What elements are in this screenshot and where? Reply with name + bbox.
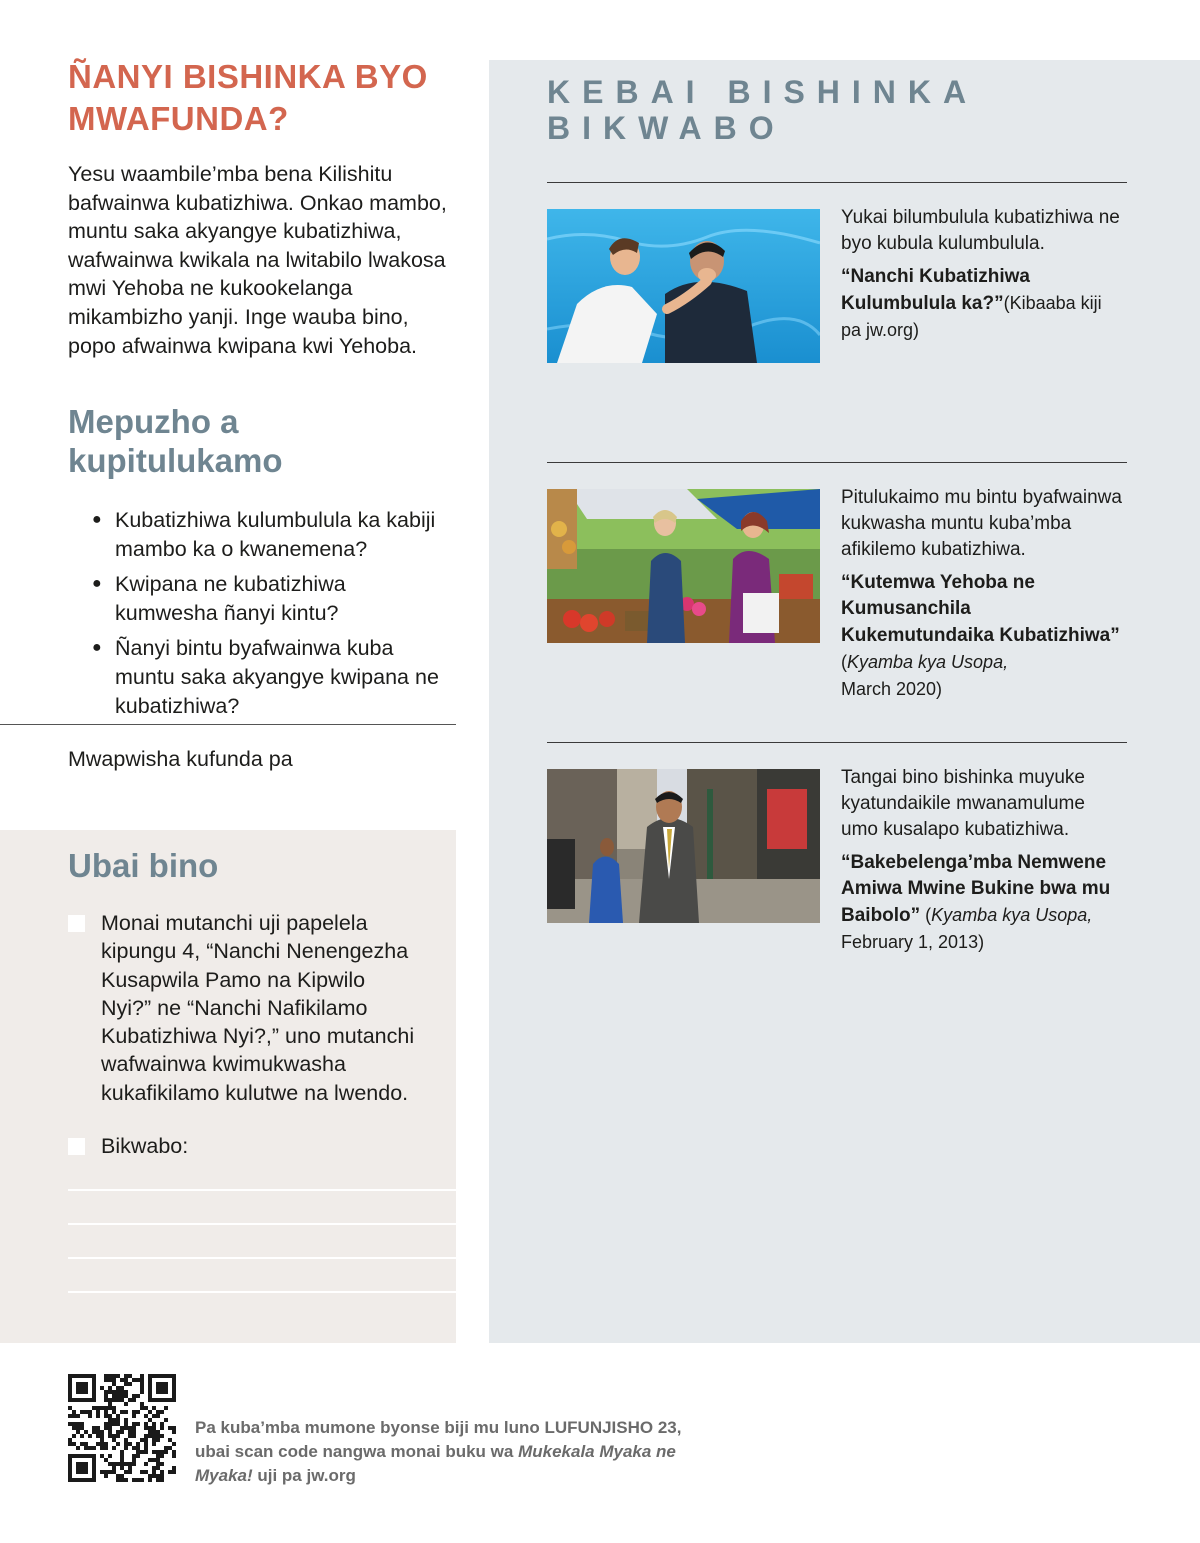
- footer-text-main: Pa kuba’mba mumone byonse biji mu luno LUFUNJISHO 23, ubai scan code nangwa monai buku wa: [195, 1418, 682, 1461]
- explore-item-publication: Kyamba kya Usopa,: [931, 905, 1093, 925]
- other-label: Bikwabo:: [101, 1134, 189, 1158]
- review-question-text: Ñanyi bintu byafwainwa kuba muntu saka akyangye kwipana ne kubatizhiwa?: [115, 636, 439, 718]
- completed-date-label: Mwapwisha kufunda pa: [68, 747, 293, 771]
- footer-text-end: uji pa jw.org: [252, 1466, 356, 1485]
- bullet-icon: ●: [92, 575, 102, 593]
- task-text: Monai mutanchi uji papelela kipungu 4, “Nanchi Nenengezha Kusapwila Pamo na Kipwilo Nyi?” ne “Nanchi Nafikilamo Kubatizhiwa Nyi?,” uno mutanchi wafwainwa kwimukwasha kukafikilamo kulutwe na lwendo.: [101, 911, 415, 1105]
- explore-title: KEBAI BISHINKA BIKWABO: [547, 74, 977, 146]
- explore-item-date: February 1, 2013): [841, 932, 985, 952]
- divider: [547, 742, 1127, 743]
- explore-item-source: (Kibaaba kiji pa jw.org): [841, 293, 1102, 340]
- review-question-text: Kwipana ne kubatizhiwa kumwesha ñanyi kintu?: [115, 572, 346, 625]
- baptism-photo[interactable]: [547, 209, 820, 363]
- review-question-text: Kubatizhiwa kulumbulula ka kabiji mambo ka o kwanemena?: [115, 508, 436, 561]
- writing-line[interactable]: [68, 1257, 456, 1259]
- divider: [547, 182, 1127, 183]
- explore-item-title[interactable]: “Kutemwa Yehoba ne Kumusanchila Kukemutundaika Kubatizhiwa”: [841, 572, 1120, 646]
- summary-title: ÑANYI BISHINKA BYO MWAFUNDA?: [68, 58, 428, 137]
- city-street-man-photo[interactable]: [547, 769, 820, 923]
- writing-line[interactable]: [68, 1223, 456, 1225]
- explore-item-description: Yukai bilumbulula kubatizhiwa ne byo kubula kulumbulula.: [841, 207, 1120, 254]
- explore-item-title[interactable]: “Nanchi Kubatizhiwa Kulumbulula ka?”: [841, 266, 1030, 314]
- explore-item-reference[interactable]: [841, 264, 1126, 344]
- explore-item-reference[interactable]: [841, 570, 1126, 703]
- review-question-list: [68, 506, 448, 727]
- summary-body: Yesu waambile’mba bena Kilishitu bafwainwa kubatizhiwa. Onkao mambo, muntu saka akyangye kubatizhiwa, wafwainwa kwikala na lwitabilo lwakosa mwi Yehoba ne kukookelanga mikambizho yanji. Inge wauba bino, popo afwainwa kwipana kwi Yehoba.: [68, 162, 447, 358]
- other-checkbox[interactable]: [68, 1138, 85, 1155]
- task-checkbox[interactable]: [68, 915, 85, 932]
- divider: [547, 462, 1127, 463]
- review-question: [68, 634, 448, 720]
- bullet-icon: ●: [92, 511, 102, 528]
- footer-book-title[interactable]: Mukekala Myaka ne Myaka!: [195, 1442, 676, 1485]
- review-question: [68, 506, 448, 563]
- explore-item-reference[interactable]: [841, 850, 1126, 956]
- explore-item-description: Tangai bino bishinka muyuke kyatundaikile mwanamulume umo kusalapo kubatizhiwa.: [841, 767, 1085, 840]
- explore-item-description: Pitulukaimo mu bintu byafwainwa kukwasha muntu kuba’mba afikilemo kubatizhiwa.: [841, 487, 1122, 560]
- writing-line[interactable]: [68, 1291, 456, 1293]
- writing-line[interactable]: [68, 1189, 456, 1191]
- divider: [0, 724, 456, 725]
- try-this-title: Ubai bino: [68, 847, 219, 884]
- footer-text: [195, 1416, 715, 1488]
- review-question: [68, 570, 448, 627]
- explore-item-source: (: [920, 905, 932, 925]
- qr-code[interactable]: [68, 1374, 176, 1482]
- explore-item-source: (: [841, 652, 847, 672]
- bullet-icon: ●: [92, 639, 102, 657]
- market-preaching-photo[interactable]: [547, 489, 820, 643]
- explore-item-date: March 2020): [841, 679, 943, 699]
- explore-item-title[interactable]: “Bakebelenga’mba Nemwene Amiwa Mwine Bukine bwa mu Baibolo”: [841, 852, 1111, 926]
- review-title: Mepuzho a kupitulukamo: [68, 403, 283, 479]
- explore-item-publication: Kyamba kya Usopa,: [847, 652, 1009, 672]
